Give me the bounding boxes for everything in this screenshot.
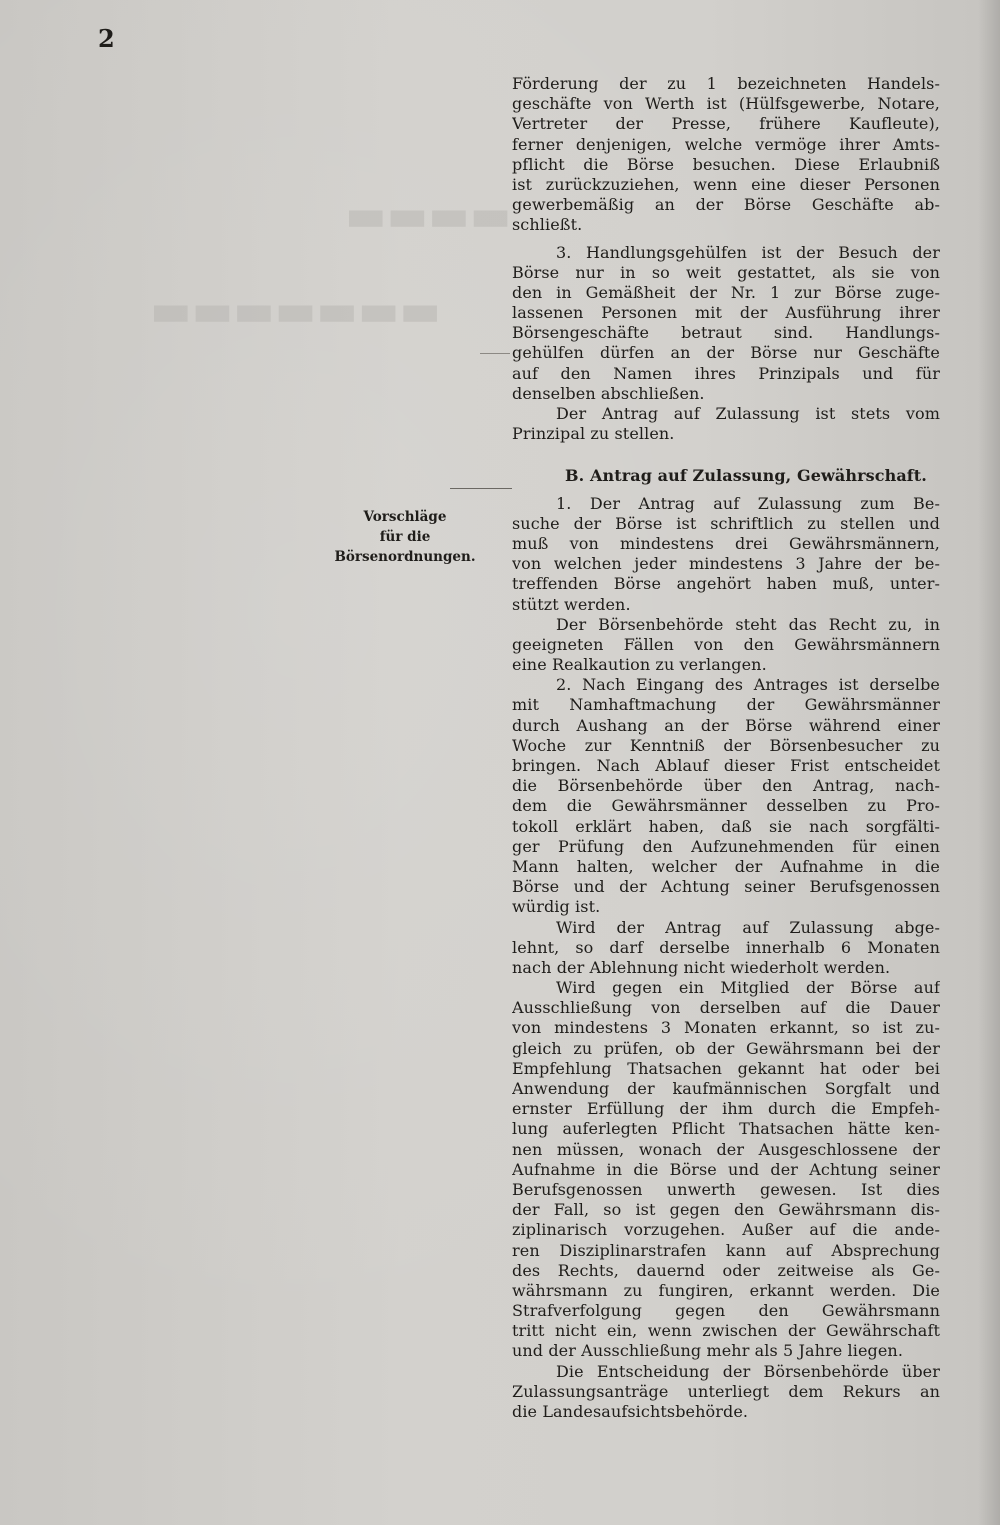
text-line: eine Realkaution zu verlangen. (512, 655, 767, 675)
text-line: Börse nur in so weit gestattet, als sie von (512, 262, 940, 282)
text-line: Strafverfolgung gegen den Gewährsmann (512, 1301, 940, 1321)
text-line: treffenden Börse angehört haben muß, unter- (512, 574, 940, 594)
text-line: den in Gemäßheit der Nr. 1 zur Börse zuge- (512, 282, 940, 302)
text-line: Börse und der Achtung seiner Berufsgenossen (512, 877, 940, 897)
text-line: von welchen jeder mindestens 3 Jahre der be- (512, 554, 940, 574)
text-line: die Börsenbehörde über den Antrag, nach- (512, 776, 940, 796)
text-line: der Fall, so ist gegen den Gewährsmann dis- (512, 1200, 940, 1220)
text-line: pflicht die Börse besuchen. Diese Erlaubniß (512, 154, 940, 174)
paragraph-b1 (512, 494, 940, 615)
paragraph-antrag (512, 404, 940, 444)
text-line: geeigneten Fällen von den Gewährsmännern (512, 634, 940, 654)
text-column (512, 74, 940, 1422)
margin-note-line: Vorschläge (363, 509, 447, 525)
text-line: dem die Gewährsmänner desselben zu Pro- (512, 796, 940, 816)
text-line: durch Aushang an der Börse während einer (512, 715, 940, 735)
text-line: Zulassungsanträge unterliegt dem Rekurs an (512, 1381, 940, 1401)
text-line: Woche zur Kenntniß der Börsenbesucher zu (512, 735, 940, 755)
text-line: ger Prüfung den Aufzunehmenden für einen (512, 836, 940, 856)
text-line: bringen. Nach Ablauf dieser Frist entscheidet (512, 756, 940, 775)
text-line: Mann halten, welcher der Aufnahme in die (512, 856, 940, 876)
text-line: Berufsgenossen unwerth gewesen. Ist dies (512, 1179, 940, 1199)
page-number: 2 (98, 24, 115, 53)
text-line: und der Ausschließung mehr als 5 Jahre liegen. (512, 1341, 904, 1361)
text-line: stützt werden. (512, 594, 631, 614)
paragraph-entscheidung (512, 1362, 940, 1423)
text-line: Prinzipal zu stellen. (512, 424, 675, 444)
text-line: Börsengeschäfte betraut sind. Handlungs- (512, 323, 940, 343)
text-line: Die Entscheidung der Börsenbehörde über (556, 1361, 940, 1381)
text-line: Aufnahme in die Börse und der Achtung seiner (512, 1159, 940, 1179)
bleed-through-subtitle: ▬▬▬▬▬▬▬ (150, 285, 442, 336)
paragraph-b2 (512, 675, 940, 917)
text-line: gleich zu prüfen, ob der Gewährsmann bei der (512, 1038, 940, 1058)
text-line: ernster Erfüllung der ihm durch die Empfeh- (512, 1099, 940, 1119)
text-line: Anwendung der kaufmännischen Sorgfalt und (512, 1079, 940, 1098)
text-line: tokoll erklärt haben, daß sie nach sorgfälti- (512, 816, 940, 836)
text-line: würdig ist. (512, 897, 601, 917)
text-line: lehnt, so darf derselbe innerhalb 6 Monaten (512, 937, 940, 957)
text-line: schließt. (512, 215, 583, 235)
paragraph-abgelehnt (512, 918, 940, 979)
text-line: denselben abschließen. (512, 383, 705, 403)
text-line: gehülfen dürfen an der Börse nur Geschäfte (512, 343, 940, 363)
text-line: Wird der Antrag auf Zulassung abge- (556, 917, 940, 937)
text-line: ziplinarisch vorzugehen. Außer auf die ande- (512, 1220, 940, 1240)
text-line: ferner denjenigen, welche vermöge ihrer Amts- (512, 134, 940, 154)
text-line: 3. Handlungsgehülfen ist der Besuch der (556, 242, 940, 262)
paragraph-mitglied (512, 978, 940, 1362)
text-line: 2. Nach Eingang des Antrages ist derselbe (556, 675, 940, 695)
text-line: Vertreter der Presse, frühere Kaufleute), (512, 114, 940, 134)
text-line: ren Disziplinarstrafen kann auf Absprechung (512, 1240, 940, 1260)
text-line: ist zurückzuziehen, wenn eine dieser Personen (512, 174, 940, 194)
text-line: des Rechts, dauernd oder zeitweise als Ge- (512, 1260, 940, 1280)
bleed-through-title: ▬▬▬▬ (345, 190, 512, 241)
paragraph-continued (512, 74, 940, 236)
text-line: Förderung der zu 1 bezeichneten Handels- (512, 74, 940, 93)
text-line: Wird gegen ein Mitglied der Börse auf (556, 978, 940, 998)
text-line: geschäfte von Werth ist (Hülfsgewerbe, Notare, (512, 94, 940, 114)
paragraph-item-3 (512, 243, 940, 405)
text-line: Empfehlung Thatsachen gekannt hat oder bei (512, 1058, 940, 1078)
page-edge-shadow (978, 0, 1000, 1525)
text-line: lassenen Personen mit der Ausführung ihrer (512, 303, 940, 323)
text-line: nach der Ablehnung nicht wiederholt werden. (512, 957, 891, 977)
text-line: suche der Börse ist schriftlich zu stellen und (512, 513, 940, 533)
text-line: die Landesaufsichtsbehörde. (512, 1402, 749, 1421)
margin-note-line: für die (379, 529, 431, 546)
text-line: Der Börsenbehörde steht das Recht zu, in (556, 614, 940, 634)
text-line: Ausschließung von derselben auf die Dauer (512, 998, 940, 1018)
text-line: von mindestens 3 Monaten erkannt, so ist zu- (512, 1018, 940, 1038)
text-line: tritt nicht ein, wenn zwischen der Gewährschaft (512, 1321, 940, 1341)
margin-rule (450, 488, 512, 489)
text-line: gewerbemäßig an der Börse Geschäfte ab- (512, 195, 940, 215)
text-line: währsmann zu fungiren, erkannt werden. Die (512, 1280, 940, 1300)
text-line: nen müssen, wonach der Ausgeschlossene der (512, 1139, 940, 1159)
text-line: 1. Der Antrag auf Zulassung zum Be- (556, 493, 940, 513)
margin-note-line: Börsenordnungen. (334, 549, 476, 566)
text-line: Der Antrag auf Zulassung ist stets vom (556, 404, 940, 423)
text-line: lung auferlegten Pflicht Thatsachen hätte ken- (512, 1119, 940, 1139)
section-heading: B. Antrag auf Zulassung, Gewährschaft. (565, 466, 927, 486)
text-line: muß von mindestens drei Gewährsmännern, (512, 533, 940, 553)
paragraph-behoerde (512, 615, 940, 676)
margin-rule-upper (480, 353, 510, 354)
text-line: auf den Namen ihres Prinzipals und für (512, 363, 940, 383)
margin-note (330, 508, 480, 569)
text-line: mit Namhaftmachung der Gewährsmänner (512, 695, 940, 715)
